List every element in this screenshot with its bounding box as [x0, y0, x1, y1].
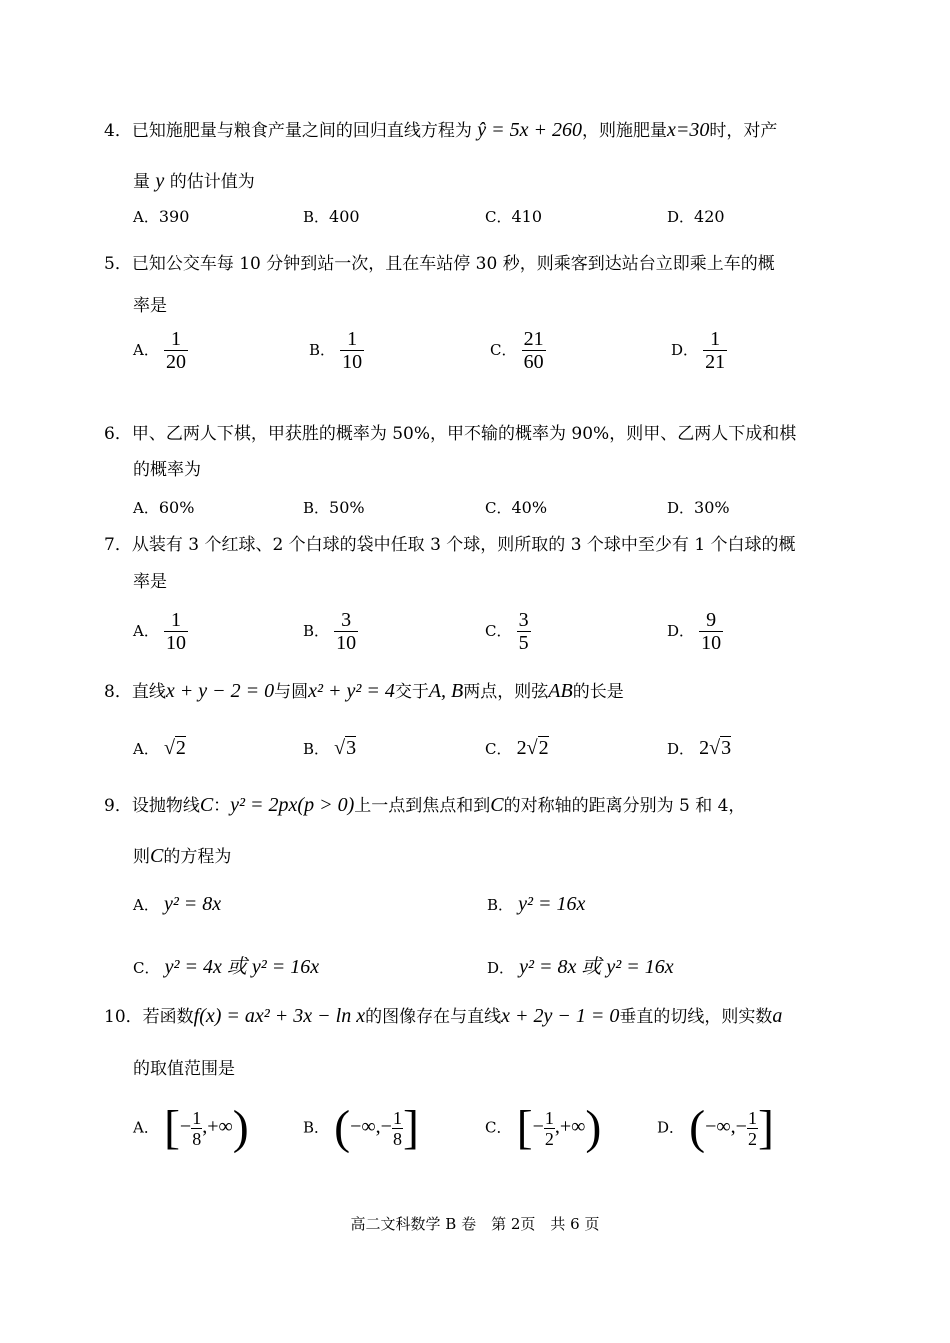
- q10-stem-a: 若函数: [142, 1007, 194, 1027]
- q6-option-d[interactable]: [667, 497, 730, 518]
- q7-option-b[interactable]: [303, 609, 358, 654]
- option-value: 400: [329, 207, 360, 226]
- option-value: 30%: [694, 498, 730, 517]
- option-letter: B．: [303, 622, 330, 640]
- q7-option-a[interactable]: [133, 609, 188, 654]
- option-letter: A．: [133, 1118, 159, 1137]
- numerator: 1: [710, 328, 721, 350]
- option-letter: D．: [667, 208, 695, 226]
- option-fraction: [392, 1108, 403, 1149]
- option-fraction: [747, 1108, 758, 1149]
- q5-text: 已知公交车每 10 分钟到站一次，且在车站停 30 秒，则乘客到达站台立即乘上车的概: [131, 254, 775, 274]
- q4-option-a[interactable]: [133, 206, 189, 227]
- option-letter: D．: [657, 1118, 685, 1137]
- q8-stem-e: 的长是: [572, 682, 624, 702]
- option-letter: C．: [485, 622, 512, 640]
- q9-stem-a: 设抛物线: [131, 796, 200, 816]
- q4-var: y: [155, 170, 165, 192]
- option-letter: B．: [303, 1118, 330, 1137]
- option-letter: B．: [303, 740, 330, 758]
- option-letter: B．: [303, 499, 330, 517]
- q7-option-d[interactable]: [667, 609, 723, 654]
- prefix: −∞,−: [350, 1115, 392, 1138]
- radicand: 3: [721, 737, 732, 759]
- numerator: 3: [518, 609, 529, 631]
- numerator: 1: [747, 1107, 757, 1128]
- q9-curve: C: [199, 794, 214, 816]
- option-radical: 2√2: [516, 737, 549, 759]
- q10-option-a[interactable]: [133, 1101, 249, 1154]
- option-letter: C．: [485, 208, 512, 226]
- q7-line1: [104, 534, 796, 556]
- prefix: −: [532, 1115, 544, 1138]
- denominator: 20: [165, 351, 186, 373]
- denominator: 21: [705, 351, 726, 373]
- q9-equation: y² = 2px(p > 0): [230, 794, 355, 816]
- option-value: 40%: [511, 498, 548, 517]
- denominator: 10: [701, 632, 722, 654]
- option-letter: C．: [485, 499, 512, 517]
- numerator: 21: [523, 328, 544, 350]
- option-fraction: [334, 609, 358, 654]
- option-value: y² = 4x 或 y² = 16x: [164, 956, 320, 978]
- q4-condition: x=30: [666, 119, 710, 141]
- option-value: y² = 16x: [518, 893, 586, 915]
- denominator: 8: [192, 1128, 202, 1149]
- q6-option-c[interactable]: [485, 497, 547, 518]
- option-fraction: [164, 609, 188, 654]
- option-letter: C．: [133, 959, 160, 977]
- option-value: 420: [694, 207, 725, 226]
- option-letter: D．: [487, 959, 515, 977]
- q10-line-eq: x + 2y − 1 = 0: [501, 1005, 620, 1027]
- denominator: 8: [392, 1128, 402, 1149]
- right-bracket: ): [585, 1101, 602, 1154]
- option-radical: 2√3: [699, 737, 732, 759]
- option-letter: C．: [485, 1118, 512, 1137]
- q7-number: 7．: [104, 535, 132, 555]
- q9-option-d[interactable]: [487, 950, 674, 979]
- q9-number: 9．: [104, 796, 132, 816]
- q6-line1: [104, 423, 796, 445]
- q9-stem-e: 则: [133, 847, 150, 867]
- option-letter: B．: [309, 341, 336, 359]
- left-bracket: (: [334, 1101, 351, 1154]
- q8-stem-c: 交于: [394, 682, 429, 702]
- q10-var: a: [772, 1005, 783, 1027]
- q8-option-c[interactable]: [485, 737, 549, 760]
- q5-line1: [104, 253, 775, 275]
- option-value: 60%: [158, 498, 195, 517]
- option-fraction: [340, 328, 364, 373]
- q4-line2: [133, 170, 255, 193]
- q10-func: f(x) = ax² + 3x − ln x: [193, 1005, 366, 1027]
- denominator: 5: [518, 632, 529, 654]
- option-letter: D．: [667, 740, 695, 758]
- q4-equation: ŷ = 5x + 260: [477, 119, 582, 141]
- q8-points: A, B: [428, 680, 464, 702]
- q8-chord: AB: [548, 680, 573, 702]
- radicand: 2: [538, 737, 549, 759]
- q4-option-b[interactable]: [303, 206, 360, 227]
- numerator: 1: [170, 328, 181, 350]
- numerator: 1: [170, 609, 181, 631]
- q8-stem-d: 两点，则弦: [463, 682, 549, 702]
- q4-option-c[interactable]: [485, 206, 542, 227]
- q6-text: 甲、乙两人下棋，甲获胜的概率为 50%，甲不输的概率为 90%，则甲、乙两人下成和棋: [131, 424, 797, 444]
- q8-line-eq: x + y − 2 = 0: [165, 680, 275, 702]
- left-bracket: [: [516, 1101, 533, 1154]
- q5-option-c[interactable]: [490, 328, 546, 373]
- q8-number: 8．: [104, 682, 132, 702]
- q8-option-b[interactable]: [303, 737, 356, 760]
- q9-stem-d: 的对称轴的距离分别为 5 和 4，: [503, 796, 746, 816]
- option-fraction: [517, 609, 531, 654]
- denominator: 10: [336, 632, 357, 654]
- q9-stem-f: 的方程为: [163, 847, 232, 867]
- denominator: 2: [747, 1128, 757, 1149]
- q10-line1: [104, 1005, 782, 1028]
- q4-stem-e: 的估计值为: [169, 172, 255, 192]
- option-value: 390: [158, 207, 190, 226]
- option-letter: D．: [667, 622, 695, 640]
- q8-option-a[interactable]: [133, 737, 186, 760]
- option-letter: A．: [133, 740, 159, 758]
- q5-number: 5．: [104, 254, 132, 274]
- numerator: 1: [544, 1107, 554, 1128]
- option-value: 50%: [329, 498, 365, 517]
- q10-option-b[interactable]: [303, 1101, 419, 1154]
- numerator: 1: [192, 1107, 202, 1128]
- q4-stem-c: 时，对产: [709, 121, 778, 141]
- suffix: ,+∞: [202, 1115, 233, 1138]
- q9-curve-ref2: C: [150, 845, 164, 867]
- denominator: 2: [544, 1128, 554, 1149]
- option-letter: A．: [133, 208, 159, 226]
- q9-line1: [104, 794, 745, 817]
- q8-stem-b: 与圆: [274, 682, 309, 702]
- numerator: 1: [392, 1107, 402, 1128]
- q8-stem-a: 直线: [131, 682, 166, 702]
- q7-text: 从装有 3 个红球、2 个白球的袋中任取 3 个球，则所取的 3 个球中至少有 1 个白球的概: [131, 535, 796, 555]
- q9-stem-b: ：: [213, 796, 231, 816]
- q10-option-d[interactable]: [657, 1101, 774, 1154]
- option-letter: D．: [667, 499, 695, 517]
- q7-line2: 率是: [133, 572, 167, 592]
- q4-line1: [104, 119, 777, 142]
- q5-option-d[interactable]: [671, 328, 727, 373]
- option-letter: A．: [133, 896, 159, 914]
- q10-stem-c: 垂直的切线，则实数: [619, 1007, 773, 1027]
- q9-option-c[interactable]: [133, 950, 319, 979]
- q9-option-a[interactable]: [133, 893, 221, 916]
- left-bracket: (: [689, 1101, 706, 1154]
- q4-stem-b: ，则施肥量: [581, 121, 667, 141]
- denominator: 10: [342, 351, 363, 373]
- q5-option-b[interactable]: [309, 328, 364, 373]
- q8-circle-eq: x² + y² = 4: [308, 680, 395, 702]
- option-radical: √2: [163, 737, 186, 759]
- option-fraction: [703, 328, 727, 373]
- option-radical: √3: [334, 737, 357, 759]
- q10-stem-b: 的图像存在与直线: [365, 1007, 502, 1027]
- radicand: 3: [346, 737, 357, 759]
- option-value: y² = 8x: [163, 893, 222, 915]
- q4-number: 4．: [104, 121, 132, 141]
- option-letter: A．: [133, 622, 159, 640]
- option-fraction: [191, 1108, 202, 1149]
- q10-option-c[interactable]: [485, 1101, 602, 1154]
- q9-curve-ref: C: [490, 794, 504, 816]
- option-letter: A．: [133, 341, 159, 359]
- q6-line2: 的概率为: [133, 460, 201, 480]
- coefficient: 2: [516, 737, 527, 759]
- numerator: 9: [706, 609, 717, 631]
- q10-line2: 的取值范围是: [133, 1059, 235, 1079]
- prefix: −: [179, 1115, 192, 1138]
- numerator: 3: [341, 609, 352, 631]
- q6-option-b[interactable]: [303, 497, 365, 518]
- q8-line1: [104, 680, 624, 703]
- numerator: 1: [347, 328, 358, 350]
- option-fraction: [699, 609, 723, 654]
- prefix: −∞,−: [705, 1115, 747, 1138]
- option-fraction: [544, 1108, 555, 1149]
- option-letter: D．: [671, 341, 699, 359]
- option-letter: C．: [485, 740, 512, 758]
- q9-stem-c: 上一点到焦点和到: [354, 796, 491, 816]
- option-value: y² = 8x 或 y² = 16x: [519, 956, 674, 978]
- q4-stem-d: 量: [133, 172, 150, 192]
- suffix: ,+∞: [554, 1115, 586, 1138]
- option-fraction: [522, 328, 546, 373]
- right-bracket: ): [232, 1101, 249, 1154]
- q8-option-d[interactable]: [667, 737, 731, 760]
- denominator: 60: [523, 351, 544, 373]
- option-value: 410: [511, 207, 543, 226]
- q4-option-d[interactable]: [667, 206, 725, 227]
- page-footer: 高二文科数学 B 卷 第 2页 共 6 页: [350, 1215, 600, 1233]
- option-letter: A．: [133, 499, 159, 517]
- coefficient: 2: [699, 737, 710, 759]
- q7-option-c[interactable]: [485, 609, 531, 654]
- q9-line2: [133, 845, 231, 868]
- q10-number: 10．: [104, 1007, 143, 1027]
- option-letter: C．: [490, 341, 517, 359]
- option-fraction: [164, 328, 188, 373]
- q9-option-b[interactable]: [487, 893, 585, 916]
- q4-stem-a: 已知施肥量与粮食产量之间的回归直线方程为: [131, 121, 472, 141]
- option-letter: B．: [487, 896, 514, 914]
- radicand: 2: [175, 737, 186, 759]
- right-bracket: ]: [402, 1101, 419, 1154]
- q6-number: 6．: [104, 424, 132, 444]
- left-bracket: [: [163, 1101, 180, 1154]
- option-letter: B．: [303, 208, 330, 226]
- q5-option-a[interactable]: [133, 328, 188, 373]
- q5-line2: 率是: [133, 296, 167, 316]
- q6-option-a[interactable]: [133, 497, 194, 518]
- right-bracket: ]: [757, 1101, 774, 1154]
- denominator: 10: [165, 632, 186, 654]
